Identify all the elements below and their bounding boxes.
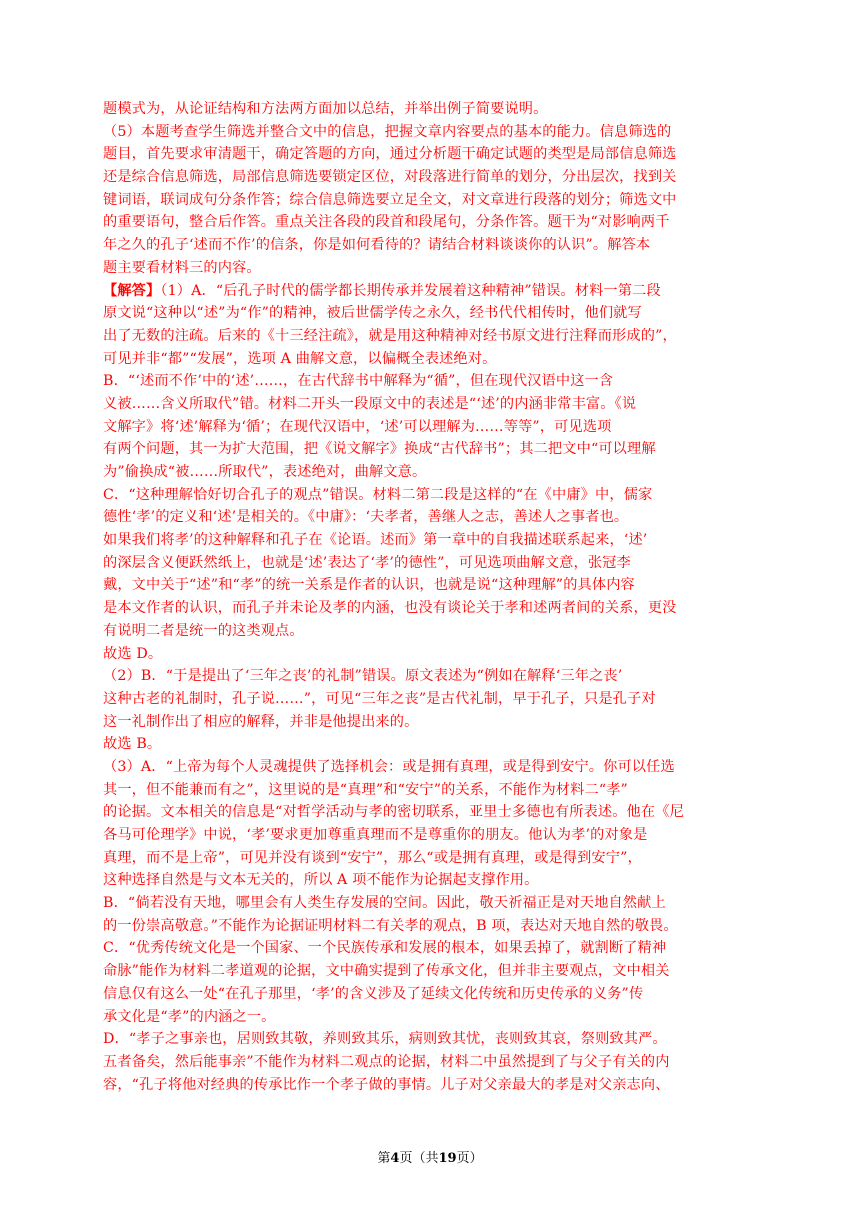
text-line: 这种古老的礼制时，孔子说……”，可见“三年之丧”是古代礼制，早于孔子，只是孔子对 [103, 690, 656, 707]
text-line: 的一份崇高敬意。”不能作为论据证明材料二有关孝的观点，B 项，表达对天地自然的敬畏。 [103, 917, 678, 934]
page-number: 4 [390, 1151, 400, 1166]
answer-tag: 【解答】 [103, 282, 161, 299]
text-line: 戴，文中关于“述”和“孝”的统一关系是作者的认识，也就是说“这种理解”的具体内容 [103, 577, 635, 594]
text-line: （5）本题考查学生筛选并整合文中的信息，把握文章内容要点的基本的能力。信息筛选的 [103, 123, 672, 140]
text-line: （3）A．“上帝为每个人灵魂提供了选择机会：或是拥有真理，或是得到安宁。你可以任选 [103, 758, 675, 775]
text-line: 故选 D。 [103, 645, 163, 662]
text-line: （2）B．“于是提出了‘三年之丧’的礼制”错误。原文表述为“例如在解释‘三年之丧’ [103, 668, 623, 685]
text-line: D．“孝子之事亲也，居则致其敬，养则致其乐，病则致其忧，丧则致其哀，祭则致其严。 [103, 1031, 667, 1048]
page-footer [0, 1147, 860, 1166]
text-line: 题模式为，从论证结构和方法两方面加以总结，并举出例子简要说明。 [103, 101, 548, 117]
text-line: 真理，而不是上帝”，可见并没有谈到“安宁”，那么“或是拥有真理，或是得到安宁”， [103, 849, 642, 866]
text-line: 可见并非“都”“发展”，选项 A 曲解文意，以偏概全表述绝对。 [103, 350, 497, 367]
text-line: 文解字》将‘述’解释为‘循’；在现代汉语中，‘述’可以理解为……等等”，可见选项 [103, 418, 612, 435]
text-line: 故选 B。 [103, 736, 162, 753]
text-line: 信息仅有这么一处“在孔子那里，‘孝’的含义涉及了延续文化传统和历史传承的义务”传 [103, 985, 644, 1002]
text-line: 五者备矣，然后能事亲”不能作为材料二观点的论据，材料二中虽然提到了与父子有关的内 [103, 1053, 670, 1070]
text-line: 其一，但不能兼而有之”，这里说的是“真理”和“安宁”的关系，不能作为材料二“孝” [103, 781, 628, 798]
answer-line-text: （1）A．“后孔子时代的儒学都长期传承并发展着这种精神”错误。材料一第二段 [160, 282, 661, 299]
text-line: 各马可伦理学》中说，‘孝’要求更加尊重真理而不是尊重你的朋友。他认为孝’的对象是 [103, 827, 648, 843]
text-line: 如果我们将孝’的这种解释和孔子在《论语。述而》第一章中的自我描述联系起来，‘述’ [103, 532, 648, 549]
text-line: 容，“孔子将他对经典的传承比作一个孝子做的事情。儿子对父亲最大的孝是对父亲志向、 [103, 1076, 670, 1093]
document-body [103, 98, 763, 1096]
text-line: 有说明二者是统一的这类观点。 [103, 622, 304, 639]
total-pages: 19 [438, 1151, 457, 1166]
text-line: 出了无数的注疏。后来的《十三经注疏》，就是用这种精神对经书原文进行注释而形成的”， [103, 327, 677, 344]
text-line: 是本文作者的认识，而孔子并未论及孝的内涵，也没有谈论关于孝和述两者间的关系，更没 [103, 600, 677, 617]
footer-prefix: 第 [377, 1151, 391, 1166]
text-line: C．“优秀传统文化是一个国家、一个民族传承和发展的根本，如果丢掉了，就割断了精神 [103, 940, 667, 957]
text-line: B．“‘述而不作’中的‘述’……，在古代辞书中解释为“循”，但在现代汉语中这一含 [103, 373, 614, 390]
text-line: 德性‘孝’的定义和‘述’是相关的。《中庸》：‘夫孝者，善继人之志，善述人之事者也。 [103, 509, 629, 526]
text-line: 还是综合信息筛选，局部信息筛选要锁定区位，对段落进行简单的划分，分出层次，找到关 [103, 169, 677, 186]
text-line: 为”偷换成“被……所取代”，表述绝对，曲解文意。 [103, 464, 427, 480]
footer-middle: 页（共 [399, 1151, 439, 1166]
text-line: 原文说“这种以“述”为“作”的精神，被后世儒学传之永久，经书代代相传时，他们就写 [103, 305, 642, 322]
text-line: C．“这种理解恰好切合孔子的观点”错误。材料二第二段是这样的“在《中庸》中，儒家 [103, 486, 653, 503]
text-line: 的重要语句，整合后作答。重点关注各段的段首和段尾句，分条作答。题干为“对影响两千 [103, 214, 670, 231]
text-line: 键词语，联词成句分条作答；综合信息筛选要立足全文，对文章进行段落的划分；筛选文中 [103, 191, 677, 208]
text-line: 这种选择自然是与文本无关的，所以 A 项不能作为论据起支撑作用。 [103, 872, 539, 889]
text-line: 承文化是“孝”的内涵之一。 [103, 1008, 276, 1025]
text-line: 的论据。文本相关的信息是“对哲学活动与孝的密切联系，亚里士多德也有所表述。他在《尼 [103, 804, 684, 821]
text-line: 的深层含义便跃然纸上，也就是‘述’表达了‘孝’的德性”，可见选项曲解文意，张冠李 [103, 554, 631, 571]
text-line: 命脉”能作为材料二孝道观的论据，文中确实提到了传承文化，但并非主要观点，文中相关 [103, 963, 670, 980]
text-line: 题目，首先要求审清题干，确定答题的方向，通过分析题干确定试题的类型是局部信息筛选 [103, 146, 677, 163]
text-line: 有两个问题，其一为扩大范围，把《说文解字》换成“古代辞书”；其二把文中“可以理解 [103, 441, 656, 458]
text-line: 义被……含义所取代”错。材料二开头一段原文中的表述是“‘述’的内涵非常丰富。《说 [103, 395, 637, 412]
text-line: 年之久的孔子‘述而不作’的信条，你是如何看待的？请结合材料谈谈你的认识”。解答本 [103, 237, 651, 254]
footer-suffix: 页） [456, 1151, 483, 1166]
text-line: 题主要看材料三的内容。 [103, 259, 261, 276]
text-line: 这一礼制作出了相应的解释，并非是他提出来的。 [103, 713, 419, 730]
answer-line [103, 280, 763, 303]
text-line: B．“倘若没有天地，哪里会有人类生存发展的空间。因此，敬天祈福正是对天地自然献上 [103, 895, 666, 912]
